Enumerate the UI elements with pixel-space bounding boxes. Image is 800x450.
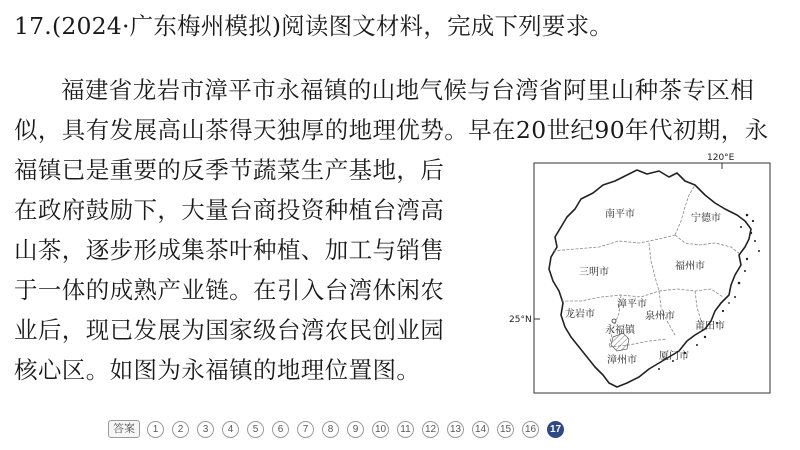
passage-line-8: 核心区。如图为永福镇的地理位置图。 bbox=[14, 356, 421, 384]
passage-line-7: 业后，现已发展为国家级台湾农民创业园 bbox=[14, 316, 445, 344]
label-nanping: 南平市 bbox=[605, 209, 635, 220]
question-number-button[interactable]: 4 bbox=[222, 421, 239, 438]
question-number-button[interactable]: 8 bbox=[322, 421, 339, 438]
question-number-button[interactable]: 13 bbox=[447, 421, 464, 438]
passage-line-1: 福建省龙岩市漳平市永福镇的山地气候与台湾省阿里山种茶专区相 bbox=[61, 76, 755, 104]
question-number-button[interactable]: 3 bbox=[197, 421, 214, 438]
answer-nav-bar bbox=[108, 419, 572, 439]
answer-button[interactable]: 答案 bbox=[108, 420, 140, 438]
question-number-button[interactable]: 1 bbox=[147, 421, 164, 438]
label-fuzhou: 福州市 bbox=[675, 261, 705, 272]
passage-line-5: 山茶，逐步形成集茶叶种植、加工与销售 bbox=[14, 236, 445, 264]
question-number-button[interactable]: 9 bbox=[347, 421, 364, 438]
question-number-button[interactable]: 6 bbox=[272, 421, 289, 438]
passage-line-6: 于一体的成熟产业链。在引入台湾休闲农 bbox=[14, 276, 445, 304]
question-number-button[interactable]: 12 bbox=[422, 421, 439, 438]
label-zhangzhou: 漳州市 bbox=[607, 355, 637, 366]
label-zhangping: 漳平市 bbox=[617, 299, 647, 310]
latitude-label: 25°N bbox=[509, 315, 532, 325]
question-number-button[interactable]: 10 bbox=[372, 421, 389, 438]
fujian-location-map bbox=[509, 151, 771, 394]
passage-line-4: 在政府鼓励下，大量台商投资种植台湾高 bbox=[14, 196, 445, 224]
label-yongfu: 永福镇 bbox=[605, 325, 635, 336]
longitude-label: 120°E bbox=[707, 153, 735, 163]
question-number-button[interactable]: 11 bbox=[397, 421, 414, 438]
label-ningde: 宁德市 bbox=[691, 213, 721, 224]
label-quanzhou: 泉州市 bbox=[645, 311, 675, 322]
question-number-button[interactable]: 5 bbox=[247, 421, 264, 438]
question-number-button[interactable]: 15 bbox=[497, 421, 514, 438]
label-xiamen: 厦门市 bbox=[659, 351, 689, 362]
zhangping-marker bbox=[612, 319, 616, 323]
question-number-button[interactable]: 17 bbox=[547, 421, 564, 438]
question-number-button[interactable]: 7 bbox=[297, 421, 314, 438]
passage-line-3: 福镇已是重要的反季节蔬菜生产基地，后 bbox=[14, 156, 445, 184]
question-number-button[interactable]: 2 bbox=[172, 421, 189, 438]
passage-line-2: 似，具有发展高山茶得天独厚的地理优势。早在20世纪90年代初期，永 bbox=[14, 116, 769, 144]
question-number-list bbox=[147, 421, 572, 438]
label-sanming: 三明市 bbox=[579, 267, 609, 278]
question-number-button[interactable]: 14 bbox=[472, 421, 489, 438]
question-title: 17.(2024·广东梅州模拟)阅读图文材料，完成下列要求。 bbox=[14, 12, 613, 40]
label-longyan: 龙岩市 bbox=[565, 309, 595, 320]
question-number-button[interactable]: 16 bbox=[522, 421, 539, 438]
label-putian: 莆田市 bbox=[695, 321, 725, 332]
